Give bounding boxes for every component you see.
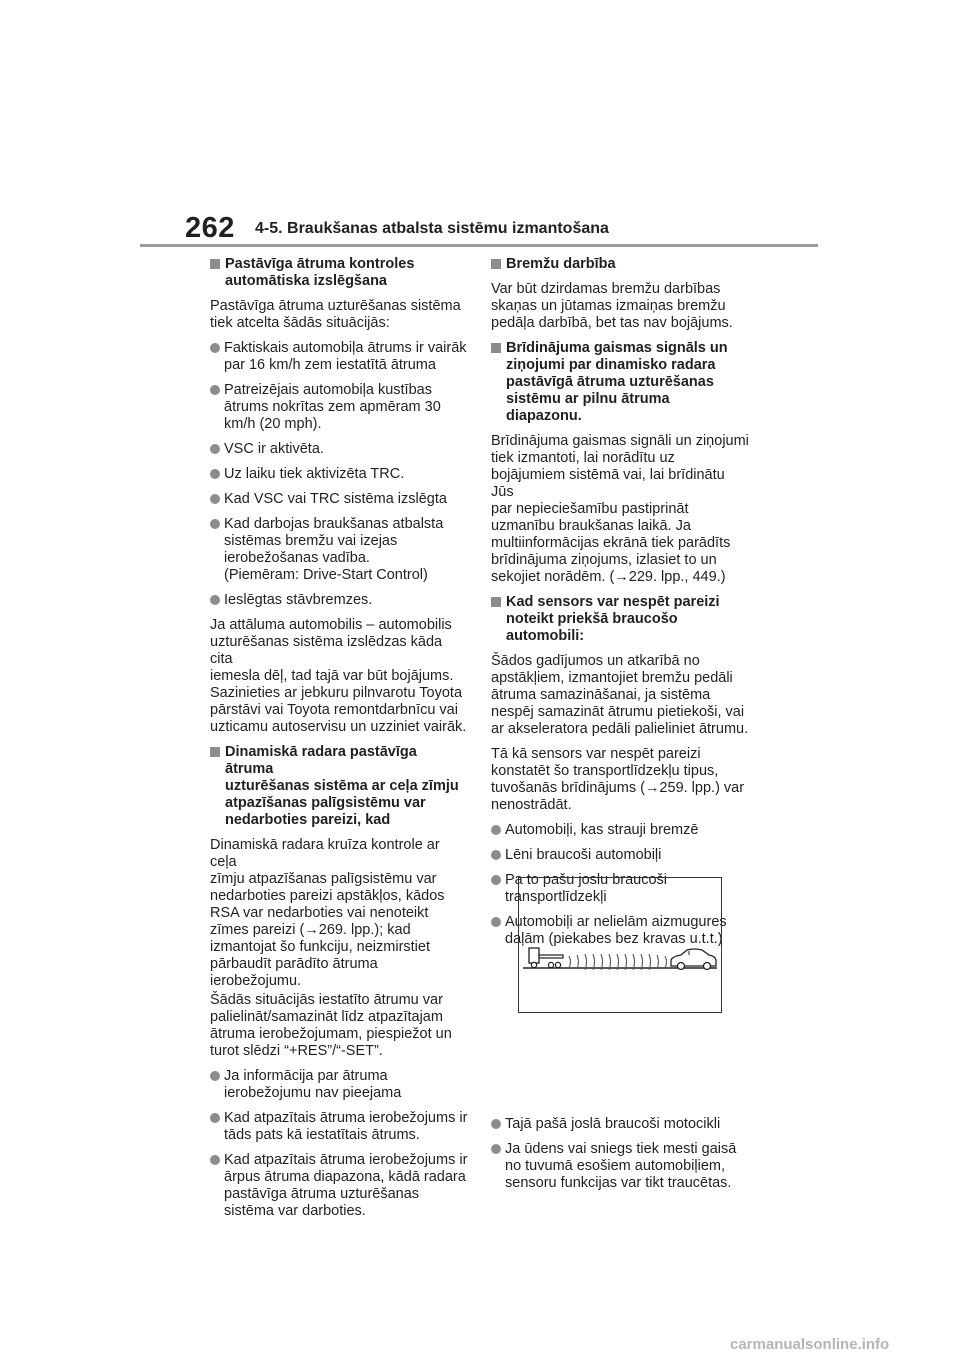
left-column (210, 256, 468, 1228)
list-item-text: Kad atpazītais ātruma ierobežojums ir ārpus ātruma diapazona, kādā radara pastāvīga ātruma uzturēšanas sistēma var darboties. (224, 1152, 468, 1219)
paragraph: Šādos gadījumos un atkarībā no apstākļiem, izmantojiet bremžu pedāli ātruma samazināšanai, ja sistēma nespēj samazināt ātrumu pietiekoši, vai ar akseleratora pedāli palieliniet ātrumu. (491, 653, 749, 737)
list-item (491, 847, 749, 864)
bullet-icon (210, 343, 220, 353)
list-item-text: Automobiļi, kas strauji bremzē (505, 822, 699, 838)
list-item (210, 1152, 468, 1220)
paragraph: Dinamiskā radara kruīza kontrole ar ceļa zīmju atpazīšanas palīgsistēmu var nedarboties pareizi apstākļos, kādos RSA var nedarboties vai nenoteikt zīmes pareizi (→269. lpp.); kad izmantojat šo funkciju, neizmirstiet pārbaudīt parādīto ātruma ierobežojumu. (210, 837, 445, 989)
square-bullet-icon (491, 343, 501, 353)
page-number: 262 (185, 212, 235, 244)
paragraph: Pastāvīga ātruma uzturēšanas sistēma tiek atcelta šādās situācijās: (210, 298, 461, 331)
list-item-text: Patreizējais automobiļa kustības ātrums nokrītas zem apmēram 30 km/h (20 mph). (224, 382, 441, 432)
section-heading (210, 256, 468, 290)
list-item-text: Tajā pašā joslā braucoši motocikli (505, 1116, 721, 1132)
list-item (491, 1116, 749, 1133)
bullet-icon (491, 825, 501, 835)
bullet-icon (210, 595, 220, 605)
heading-text: Bremžu darbība (506, 256, 616, 272)
section-heading (491, 340, 749, 425)
watermark: carmanualsonline.info (730, 1336, 890, 1353)
list-item (210, 592, 468, 609)
square-bullet-icon (491, 259, 501, 269)
section-heading (210, 744, 468, 829)
list-item-text: Ja informācija par ātruma ierobežojumu nav pieejama (224, 1068, 402, 1101)
bullet-icon (210, 1071, 220, 1081)
list-item (210, 466, 468, 483)
paragraph: Šādās situācijās iestatīto ātrumu var palielināt/samazināt līdz atpazītajam ātruma ierobežojumam, piespiežot un turot slēdzi “+RES”/“-SET”. (210, 992, 452, 1059)
list-item-text: Faktiskais automobiļa ātrums ir vairāk par 16 km/h zem iestatītā ātruma (224, 340, 467, 373)
list-item (210, 382, 468, 433)
list-item-text: Kad VSC vai TRC sistēma izslēgta (224, 491, 447, 507)
truck-icon (529, 948, 563, 968)
list-item (210, 340, 468, 374)
section-heading (491, 256, 749, 273)
list-item (491, 1141, 749, 1192)
list-item (210, 441, 468, 458)
paragraph: Ja attāluma automobilis – automobilis uzturēšanas sistēma izslēdzas kāda cita iemesla dēļ, tad tajā var būt bojājums. Sazinieties ar jebkuru pilnvarotu Toyota pārstāvi vai Toyota remontdarbnīcu vai uzticamu autoservisu un uzziniet vairāk. (210, 617, 467, 735)
list-item-text: Kad atpazītais ātruma ierobežojums ir tāds pats kā iestatītais ātrums. (224, 1110, 468, 1143)
heading-text: Pastāvīga ātruma kontroles automātiska izslēgšana (225, 256, 415, 289)
bullet-icon (210, 385, 220, 395)
list-item-text: VSC ir aktivēta. (224, 441, 324, 457)
bullet-icon (210, 444, 220, 454)
list-item (210, 1110, 468, 1144)
paragraph: Brīdinājuma gaismas signāli un ziņojumi tiek izmantoti, lai norādītu uz bojājumiem sistēmā vai, lai brīdinātu Jūs par nepieciešamību pastiprināt uzmanību braukšanas laikā. Ja multiinformācijas ekrānā tiek parādīts brīdinājuma ziņojums, izlasiet to un sekojiet norādēm. (→229. lpp., 449.) (491, 433, 749, 585)
bullet-icon (210, 494, 220, 504)
heading-text: Brīdinājuma gaismas signāls un ziņojumi par dinamisko radara pastāvīgā ātruma uzturēšanas sistēmu ar pilnu ātruma diapazonu. (506, 340, 728, 424)
square-bullet-icon (491, 597, 501, 607)
list-item (210, 516, 468, 584)
bullet-icon (210, 469, 220, 479)
list-item-text: Ieslēgtas stāvbremzes. (224, 592, 373, 608)
truck-and-car-illustration (519, 878, 721, 1012)
right-column (491, 256, 749, 1200)
section-heading (491, 594, 749, 645)
list-item-text: Pa to pašu joslu braucoši transportlīdzekļi (505, 872, 668, 905)
paragraph: Tā kā sensors var nespēt pareizi konstatēt šo transportlīdzekļu tipus, tuvošanās brīdinājums (→259. lpp.) var nenostrādāt. (491, 746, 745, 813)
list-item (210, 491, 468, 508)
list-item-text: Uz laiku tiek aktivizēta TRC. (224, 466, 405, 482)
heading-text: Dinamiskā radara pastāvīga ātruma uzturēšanas sistēma ar ceļa zīmju atpazīšanas palīgsistēmu var nedarboties pareizi, kad (225, 744, 459, 828)
bullet-icon (210, 1155, 220, 1165)
square-bullet-icon (210, 747, 220, 757)
paragraph: Var būt dzirdamas bremžu darbības skaņas un jūtamas izmaiņas bremžu pedāļa darbībā, bet tas nav bojājums. (491, 281, 733, 331)
heading-text: Kad sensors var nespēt pareizi noteikt priekšā braucošo automobili: (506, 594, 720, 644)
header-rule (140, 244, 818, 247)
list-item-text: Lēni braucoši automobiļi (505, 847, 662, 863)
square-bullet-icon (210, 259, 220, 269)
car-icon (671, 949, 716, 970)
bullet-icon (491, 917, 501, 927)
bullet-icon (491, 1119, 501, 1129)
illustration-figure (518, 877, 722, 1013)
bullet-icon (210, 1113, 220, 1123)
bullet-icon (491, 875, 501, 885)
list-item-text: Kad darbojas braukšanas atbalsta sistēmas bremžu vai izejas ierobežošanas vadība. (Piemēram: Drive-Start Control) (224, 516, 444, 583)
list-item-text: Ja ūdens vai sniegs tiek mesti gaisā no tuvumā esošiem automobiļiem, sensoru funkcijas var tikt traucētas. (505, 1141, 737, 1191)
list-item (491, 822, 749, 839)
bullet-icon (210, 519, 220, 529)
section-title: 4-5. Braukšanas atbalsta sistēmu izmantošana (255, 220, 609, 237)
bullet-icon (491, 1144, 501, 1154)
list-item (210, 1068, 468, 1102)
bullet-icon (491, 850, 501, 860)
list-item-text: Automobiļi ar nelielām aizmugures daļām (piekabes bez kravas u.t.t.) (505, 914, 727, 947)
